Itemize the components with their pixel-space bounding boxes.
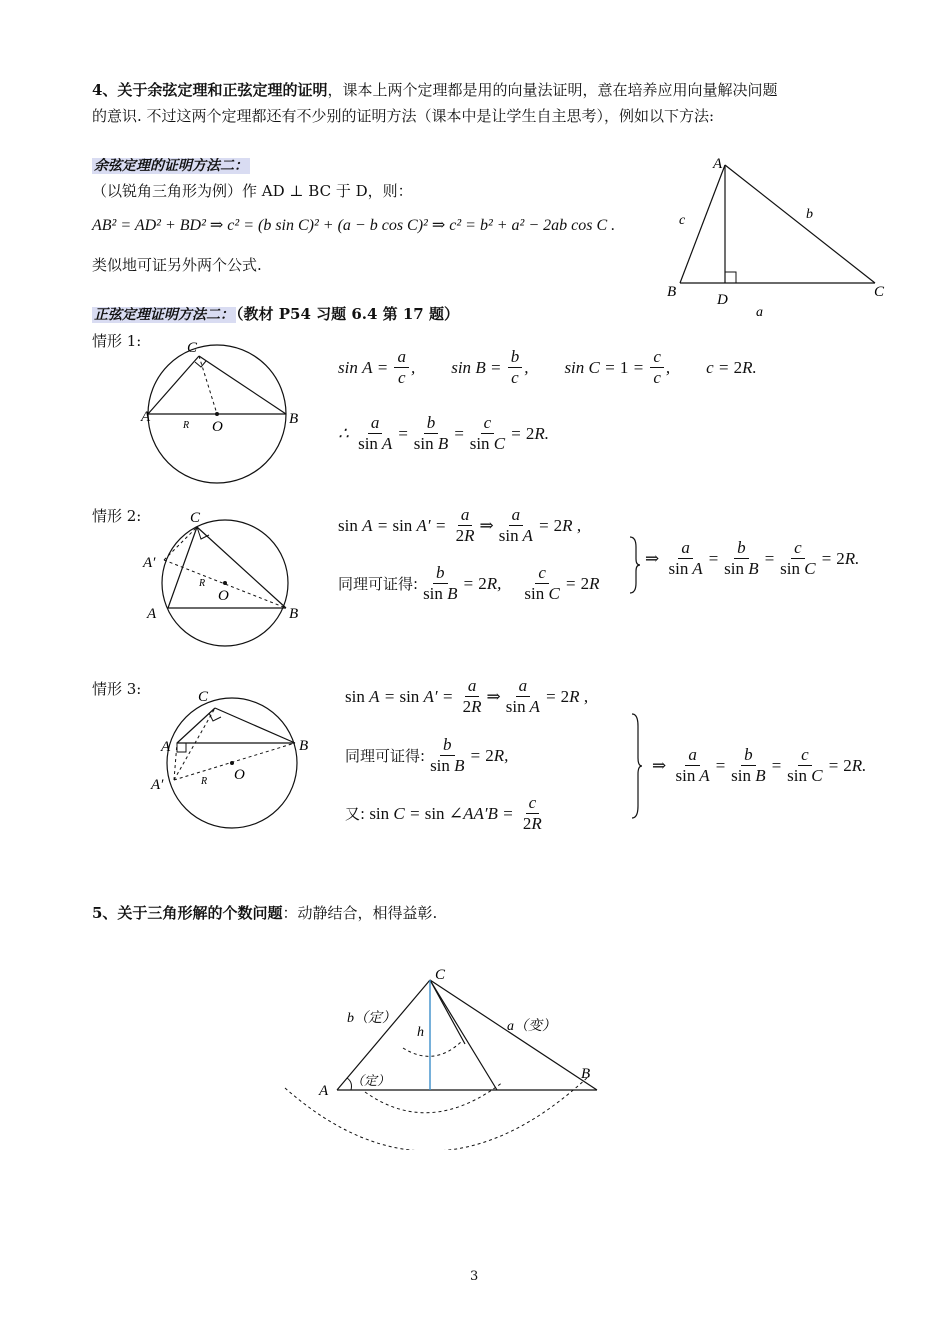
cosine-triangle-figure — [655, 150, 895, 325]
c3-label-Ap: A′ — [151, 777, 164, 793]
case1-eq2: ∴ $\frac{a}{\text{sin A}}$ = $\frac{b}{\text{sin B}}$ = $\frac{c}{\text{sin C}}$ = 2 R. — [338, 413, 550, 453]
s5-label-C: C — [435, 967, 446, 983]
c2-label-O: O — [218, 588, 229, 604]
label-a: a — [756, 305, 763, 320]
case2-figure — [135, 505, 315, 655]
c3-label-B: B — [299, 738, 309, 754]
sine-title: 正弦定理证明方法二： — [94, 307, 234, 323]
c2-label-C: C — [190, 510, 201, 526]
section4-text1: ，课本上两个定理都是用的向量法证明，意在培养应用向量解决问题 — [327, 81, 778, 99]
section5-text: ：动静结合，相得益彰. — [282, 904, 438, 922]
c2-label-A: A — [147, 606, 157, 622]
case3-eq1: sin A = sin A′ = $\frac{a}{2R}$ ⇒ $\frac{a}{\text{sin A}}$ = 2 R , — [345, 676, 589, 716]
s5-label-B: B — [581, 1066, 591, 1082]
case3-also: 又: — [345, 805, 366, 823]
label-D: D — [717, 292, 728, 308]
label-c: c — [679, 213, 686, 228]
label-A: A — [713, 156, 723, 172]
c2-label-R: R — [199, 578, 206, 589]
c1-label-A: A — [141, 409, 151, 425]
label-C: C — [874, 284, 885, 300]
page-number: 3 — [470, 1269, 479, 1284]
case1-label: 情形 1: — [92, 332, 142, 350]
case3-label: 情形 3: — [92, 680, 142, 698]
s5-label-A: A — [319, 1083, 329, 1099]
section4-heading: 4、关于余弦定理和正弦定理的证明 — [92, 81, 328, 99]
label-B: B — [667, 284, 677, 300]
cosine-title-wrap — [92, 154, 250, 177]
c3-label-A: A — [161, 739, 171, 755]
cosine-note: 类似地可证另外两个公式. — [92, 256, 262, 274]
section4-text2: 的意识. 不过这两个定理都还有不少别的证明方法（课本中是让学生自主思考），例如以下方法: — [92, 107, 715, 125]
c1-label-O: O — [212, 419, 223, 435]
case3-eq3: 又: sin C = sin ∠ AA′B = $\frac{c}{2R}$ — [345, 793, 542, 833]
section5-line — [92, 902, 437, 924]
case2-label: 情形 2: — [92, 507, 142, 525]
c1-label-R: R — [183, 420, 190, 431]
s5-label-b: b（定） — [347, 1011, 396, 1026]
label-b: b — [806, 207, 813, 222]
case3-result: ⇒ $\frac{a}{\text{sin A}}$ = $\frac{b}{\text{sin B}}$ = $\frac{c}{\text{sin C}}$ = 2 R. — [652, 745, 867, 785]
c3-label-C: C — [198, 689, 209, 705]
sine-source: （教材 P54 习题 6.4 第 17 题） — [236, 305, 459, 323]
case1-eq1: sin A = $\frac{a}{c}$ , sin B = $\frac{b}{c}$ , sin C = 1 = $\frac{c}{c}$ , c = 2 R. — [338, 347, 757, 387]
case3-same: 同理可证得: — [345, 747, 426, 765]
s5-label-angle: （定） — [351, 1073, 391, 1088]
cosine-formula: AB² = AD² + BD² ⇒ c² = (b sin C)² + (a − b cos C)² ⇒ c² = b² + a² − 2ab cos C . — [92, 217, 616, 234]
c3-label-O: O — [234, 767, 245, 783]
c2-label-Ap: A′ — [143, 555, 156, 571]
case2-brace — [626, 535, 642, 595]
side-b — [725, 165, 875, 283]
c2-label-B: B — [289, 606, 299, 622]
c1-label-B: B — [289, 411, 299, 427]
cosine-intro: （以锐角三角形为例）作 AD ⊥ BC 于 D，则： — [92, 182, 413, 200]
case1-figure — [135, 335, 315, 490]
case3-figure — [145, 680, 325, 830]
section4-line1 — [92, 79, 777, 101]
c1-label-C: C — [187, 340, 198, 356]
s5-label-a: a（变） — [507, 1019, 556, 1034]
sine-title-line — [92, 303, 459, 326]
case2-result: ⇒ $\frac{a}{\text{sin A}}$ = $\frac{b}{\text{sin B}}$ = $\frac{c}{\text{sin C}}$ = 2 R. — [645, 538, 860, 578]
c3-label-R: R — [201, 776, 208, 787]
side-c — [680, 165, 725, 283]
side-a-variable — [430, 980, 597, 1090]
s5-label-h: h — [417, 1025, 424, 1040]
case2-eq1: sin A = sin A′ = $\frac{a}{2R}$ ⇒ $\frac{a}{\text{sin A}}$ = 2 R , — [338, 505, 582, 545]
cosine-title: 余弦定理的证明方法二： — [94, 158, 248, 174]
case2-same: 同理可证得: — [338, 575, 419, 593]
case3-brace — [628, 712, 644, 820]
section5-heading: 5、关于三角形解的个数问题 — [92, 904, 283, 922]
case3-eq2: 同理可证得: $\frac{b}{\text{sin B}}$ = 2 R, — [345, 735, 509, 775]
section5-figure — [275, 960, 625, 1150]
right-angle-mark — [725, 272, 736, 283]
case2-eq2: 同理可证得: $\frac{b}{\text{sin B}}$ = 2 R, $\frac{c}{\text{sin C}}$ = 2 R — [338, 563, 600, 603]
